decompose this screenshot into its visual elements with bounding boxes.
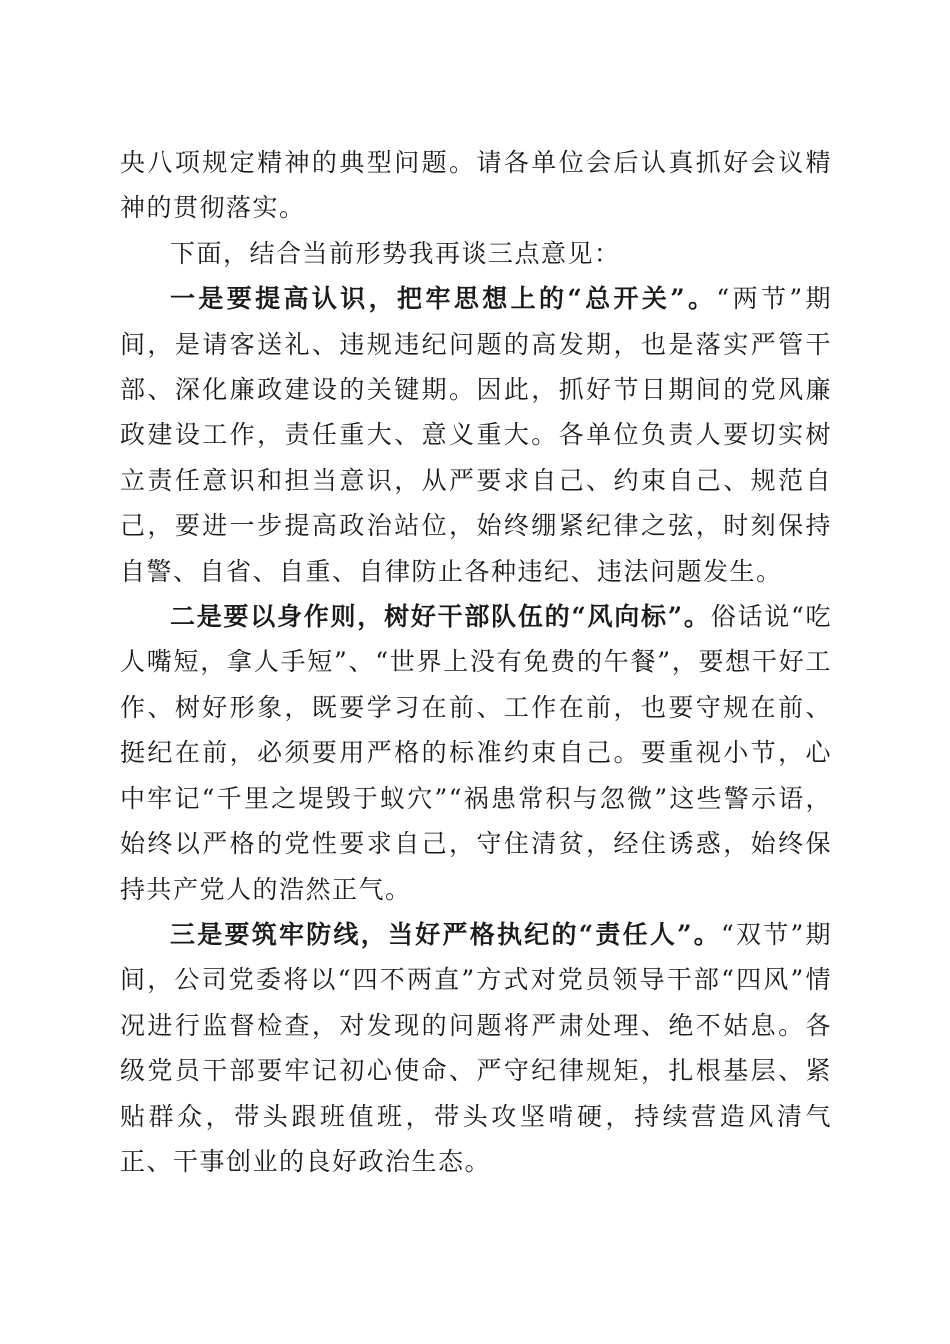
point-1-heading: 一是要提高认识，把牢思想上的“总开关”。 [170,284,717,314]
paragraph-point-1 [120,276,832,594]
document-body [120,140,832,1184]
point-2-text: 俗话说“吃人嘴短，拿人手短”、“世界上没有免费的午餐”，要想干好工作、树好形象，既要学习在前、工作在前，也要守规在前、挺纪在前，必须要用严格的标准约束自己。要重视小节，心中牢记“千里之堤毁于蚁穴”“祸患常积与忽微”这些警示语，始终以严格的党性要求自己，守住清贫，经住诱惑，始终保持共产党人的浩然正气。 [120,602,833,904]
point-1-text: “两节”期间，是请客送礼、违规违纪问题的高发期，也是落实严管干部、深化廉政建设的关键期。因此，抓好节日期间的党风廉政建设工作，责任重大、意义重大。各单位负责人要切实树立责任意识和担当意识，从严要求自己、约束自己、规范自己，要进一步提高政治站位，始终绷紧纪律之弦，时刻保持自警、自省、自重、自律防止各种违纪、违法问题发生。 [120,284,832,586]
point-3-heading: 三是要筑牢防线，当好严格执纪的“责任人”。 [170,919,721,949]
paragraph-continuation: 央八项规定精神的典型问题。请各单位会后认真抓好会议精神的贯彻落实。 [120,148,832,223]
point-2-heading: 二是要以身作则，树好干部队伍的“风向标”。 [170,602,711,632]
point-3-text: “双节”期间，公司党委将以“四不两直”方式对党员领导干部“四风”情况进行监督检查，对发现的问题将严肃处理、绝不姑息。各级党员干部要牢记初心使命、严守纪律规矩，扎根基层、紧贴群众，带头跟班值班，带头攻坚啃硬，持续营造风清气正、干事创业的良好政治生态。 [120,919,833,1176]
paragraph-point-2 [120,594,832,912]
paragraph-point-3 [120,912,832,1184]
paragraph-intro: 下面，结合当前形势我再谈三点意见： [170,238,621,268]
